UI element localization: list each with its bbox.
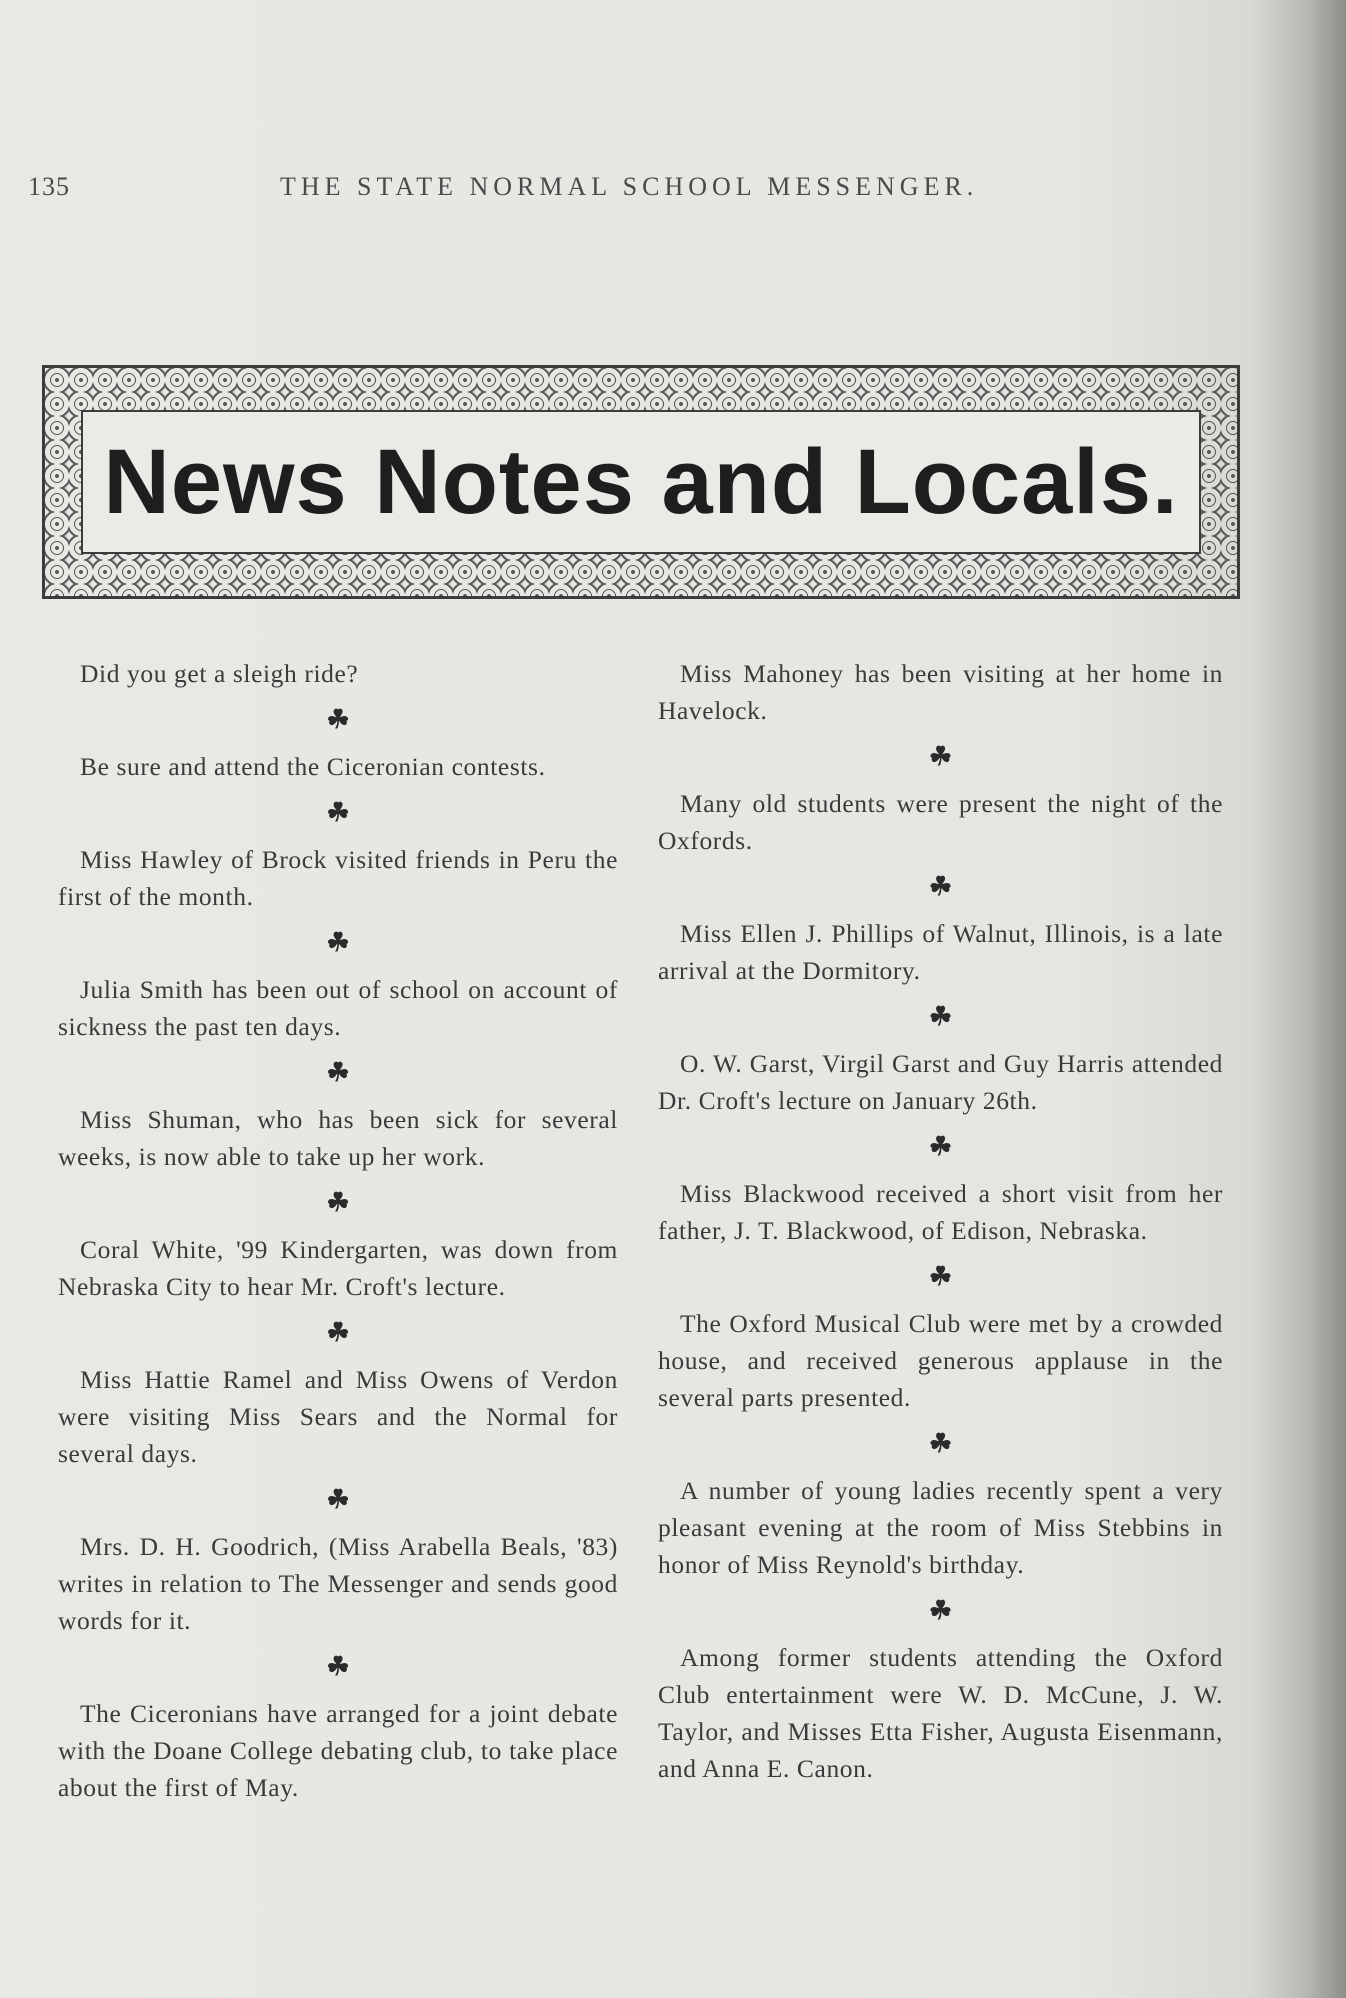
clover-ornament-icon: ☘ (326, 798, 350, 827)
news-item: Did you get a sleigh ride? (80, 659, 359, 688)
clover-ornament-icon: ☘ (326, 1188, 350, 1217)
left-column (58, 655, 618, 1806)
section-banner (42, 365, 1240, 599)
clover-ornament-icon: ☘ (326, 705, 350, 734)
news-item: Miss Mahoney has been visiting at her home in Havelock. (658, 659, 1223, 725)
news-item: Coral White, '99 Kindergarten, was down from Nebraska City to hear Mr. Croft's lecture. (58, 1235, 618, 1301)
clover-ornament-icon: ☘ (928, 742, 953, 771)
running-title: THE STATE NORMAL SCHOOL MESSENGER. (280, 172, 979, 201)
news-item: Miss Blackwood received a short visit from her father, J. T. Blackwood, of Edison, Nebraska. (658, 1179, 1223, 1245)
clover-ornament-icon: ☘ (928, 1132, 953, 1161)
clover-ornament-icon: ☘ (326, 1318, 350, 1347)
clover-ornament-icon: ☘ (928, 1262, 953, 1291)
news-item: Miss Shuman, who has been sick for several weeks, is now able to take up her work. (58, 1105, 618, 1171)
clover-ornament-icon: ☘ (928, 1596, 953, 1625)
news-item: Miss Hattie Ramel and Miss Owens of Verdon were visiting Miss Sears and the Normal for several days. (58, 1365, 618, 1468)
news-item: Miss Hawley of Brock visited friends in Peru the first of the month. (58, 845, 618, 911)
news-item: A number of young ladies recently spent a very pleasant evening at the room of Miss Stebbins in honor of Miss Reynold's birthday. (658, 1476, 1223, 1579)
clover-ornament-icon: ☘ (326, 928, 350, 957)
news-item: Mrs. D. H. Goodrich, (Miss Arabella Beals, '83) writes in relation to The Messenger and sends good words for it. (58, 1532, 618, 1635)
news-item: Be sure and attend the Ciceronian contests. (80, 752, 546, 781)
news-item: The Ciceronians have arranged for a joint debate with the Doane College debating club, to take place about the first of May. (58, 1699, 618, 1802)
right-column (658, 655, 1223, 1787)
news-item: O. W. Garst, Virgil Garst and Guy Harris attended Dr. Croft's lecture on January 26th. (658, 1049, 1223, 1115)
clover-ornament-icon: ☘ (326, 1058, 350, 1087)
clover-ornament-icon: ☘ (326, 1485, 350, 1514)
clover-ornament-icon: ☘ (928, 1429, 953, 1458)
news-item: The Oxford Musical Club were met by a crowded house, and received generous applause in the several parts presented. (658, 1309, 1223, 1412)
section-title: News Notes and Locals. (103, 430, 1179, 533)
news-item: Many old students were present the night of the Oxfords. (658, 789, 1223, 855)
news-item: Miss Ellen J. Phillips of Walnut, Illinois, is a late arrival at the Dormitory. (658, 919, 1223, 985)
page-number: 135 (28, 172, 70, 201)
news-item: Julia Smith has been out of school on account of sickness the past ten days. (58, 975, 618, 1041)
news-item: Among former students attending the Oxford Club entertainment were W. D. McCune, J. W. Taylor, and Misses Etta Fisher, Augusta Eisenmann, and Anna E. Canon. (658, 1643, 1223, 1783)
clover-ornament-icon: ☘ (326, 1652, 350, 1681)
clover-ornament-icon: ☘ (928, 872, 953, 901)
banner-panel (81, 410, 1201, 554)
running-header (28, 172, 1128, 212)
clover-ornament-icon: ☘ (928, 1002, 953, 1031)
